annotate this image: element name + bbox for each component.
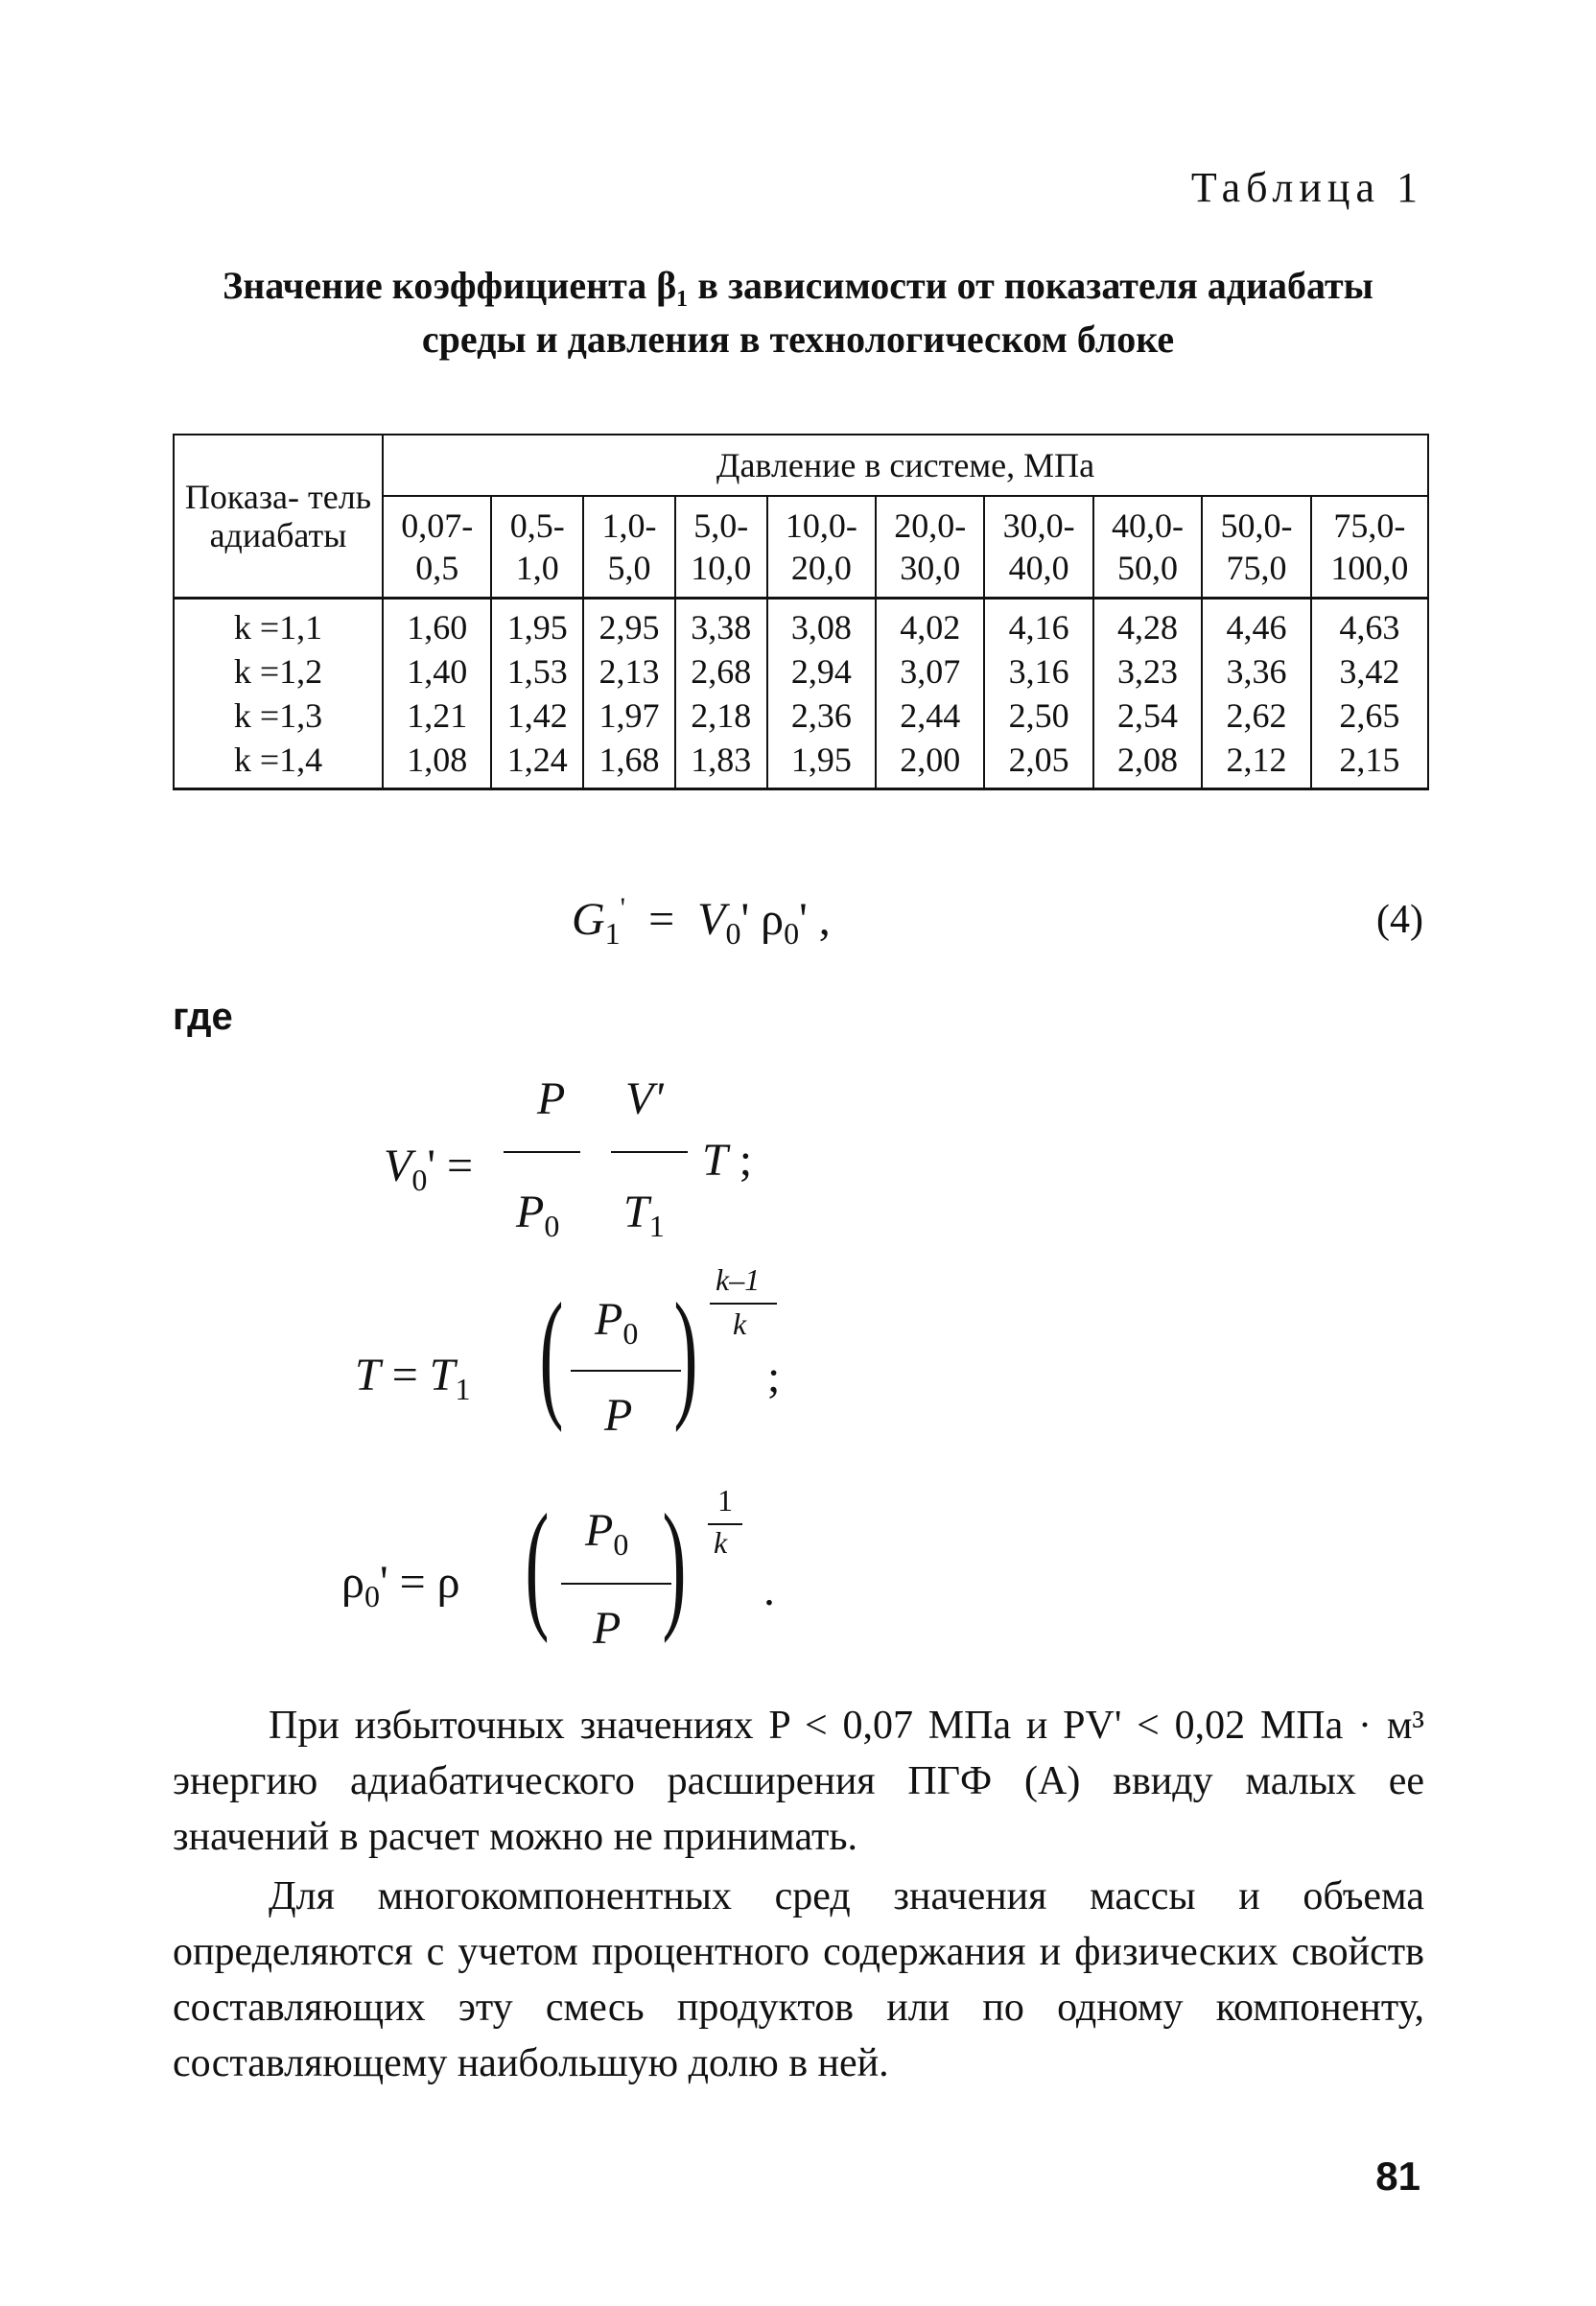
coefficient-cell: 4,46 <box>1202 599 1310 650</box>
coefficient-cell: 2,18 <box>675 694 767 738</box>
range-start: 10,0- <box>785 506 857 545</box>
coefficient-cell: 2,68 <box>675 649 767 694</box>
pressure-header: Давление в системе, МПа <box>383 435 1428 496</box>
coefficient-cell: 4,16 <box>984 599 1092 650</box>
pressure-range-cell <box>876 496 984 599</box>
range-start: 1,0- <box>601 506 657 545</box>
range-end: 40,0 <box>1008 549 1069 587</box>
range-end: 30,0 <box>900 549 961 587</box>
coefficient-cell: 1,21 <box>383 694 491 738</box>
range-start: 40,0- <box>1112 506 1185 545</box>
range-end: 75,0 <box>1226 549 1287 587</box>
pressure-range-cell <box>583 496 675 599</box>
coefficient-cell: 2,65 <box>1311 694 1428 738</box>
adiabatic-index-cell: k =1,2 <box>174 649 383 694</box>
coefficient-cell: 1,60 <box>383 599 491 650</box>
where-label: где <box>173 996 233 1038</box>
range-end: 100,0 <box>1330 549 1409 587</box>
document-page: Таблица 1 Значение коэффициента β₁ в зависимости от показателя адиабаты среды и давления в технологическом блоке Показа- тель адиабаты Давление в системе, МПа 0,07- 0,5 0,5- 1,0 1,0- 5,0 5,0- 10,0 10,0- 20,0 20,0- 30,0 30,0- 40,0 40,0- 50,0 50,0- 75,0 75,0- 100,0 k =1,1 1,60 1,95 2,95 3,38 3,08 4,02 4,16 4,28 4,46 4,63 k =1,2 1,40 1,53 2,13 2,68 2,94 3,07 3,16 3,23 3,36 3,42 k =1,3 1,21 1,42 1,97 2,18 2,36 2,44 2,50 2,54 2,62 2,65 k =1,4 1,08 1,24 1,68 1,83 1,95 2,00 2,05 2,08 2,12 2,15 $G_1' = V_0'$ $\rho_0'$ , (4) где $V_0'$ = P $P_0$ V' $T_1$ T ; $T = T_1$ ( $P_0$ P ) k–1 k ; $\rho_0' = \rho$ ( $P_0$ P ) 1 k . При избыточных значениях P < 0,07 МПа и PV' < 0,02 МПа · м³ энергию адиабатического расширения ПГФ (A) ввиду малых ее значений в расчет можно не принимать. Для многокомпонентных сред значения массы и объема определяются с учетом процентного содержания и физических свойств составляющих эту смесь продуктов или по одному компоненту, составляющему наибольшую долю в ней. 81 <box>0 0 1596 2306</box>
range-start: 20,0- <box>894 506 967 545</box>
coefficient-cell: 1,83 <box>675 738 767 789</box>
range-end: 5,0 <box>607 549 651 587</box>
coefficient-table <box>173 434 1429 790</box>
table-body <box>174 599 1428 789</box>
coefficient-cell: 1,95 <box>767 738 876 789</box>
coefficient-cell: 3,08 <box>767 599 876 650</box>
coefficient-cell: 2,95 <box>583 599 675 650</box>
range-start: 0,5- <box>509 506 565 545</box>
coefficient-cell: 1,97 <box>583 694 675 738</box>
coefficient-cell: 3,16 <box>984 649 1092 694</box>
coefficient-cell: 1,68 <box>583 738 675 789</box>
coefficient-cell: 3,23 <box>1093 649 1202 694</box>
table-row <box>174 649 1428 694</box>
coefficient-cell: 1,40 <box>383 649 491 694</box>
coefficient-cell: 2,50 <box>984 694 1092 738</box>
table-row <box>174 738 1428 789</box>
pressure-range-cell <box>675 496 767 599</box>
range-end: 10,0 <box>691 549 752 587</box>
pressure-range-cell <box>491 496 583 599</box>
coefficient-cell: 3,38 <box>675 599 767 650</box>
equation-number: (4) <box>1376 898 1423 942</box>
coefficient-cell: 3,07 <box>876 649 984 694</box>
coefficient-cell: 1,95 <box>491 599 583 650</box>
coefficient-cell: 4,02 <box>876 599 984 650</box>
formula-4: $G_1' = V_0'$ $\rho_0'$ , <box>572 892 831 951</box>
range-start: 5,0- <box>693 506 749 545</box>
coefficient-cell: 2,62 <box>1202 694 1310 738</box>
range-end: 50,0 <box>1117 549 1179 587</box>
page-number: 81 <box>1375 2153 1420 2199</box>
coefficient-cell: 1,42 <box>491 694 583 738</box>
coefficient-cell: 2,94 <box>767 649 876 694</box>
pressure-range-cell <box>1202 496 1310 599</box>
coefficient-cell: 2,15 <box>1311 738 1428 789</box>
adiabatic-index-cell: k =1,3 <box>174 694 383 738</box>
coefficient-cell: 2,36 <box>767 694 876 738</box>
coefficient-cell: 2,05 <box>984 738 1092 789</box>
pressure-range-cell <box>1311 496 1428 599</box>
paragraph: Для многокомпонентных сред значения массы и объема определяются с учетом процентного содержания и физических свойств составляющих эту смесь продуктов или по одному компоненту, составляющему наибольшую долю в ней. <box>173 1874 1424 2085</box>
coefficient-cell: 4,63 <box>1311 599 1428 650</box>
coefficient-cell: 2,44 <box>876 694 984 738</box>
table-title: Значение коэффициента β₁ в зависимости от показателя адиабаты среды и давления в технологическом блоке <box>223 264 1373 361</box>
range-end: 20,0 <box>790 549 852 587</box>
indicator-header: Показа- тель адиабаты <box>174 435 383 599</box>
body-text <box>173 1698 1424 2091</box>
coefficient-cell: 3,42 <box>1311 649 1428 694</box>
adiabatic-index-cell: k =1,1 <box>174 599 383 650</box>
pressure-range-cell <box>1093 496 1202 599</box>
coefficient-cell: 2,08 <box>1093 738 1202 789</box>
table-row <box>174 694 1428 738</box>
coefficient-cell: 4,28 <box>1093 599 1202 650</box>
coefficient-cell: 1,53 <box>491 649 583 694</box>
coefficient-cell: 2,00 <box>876 738 984 789</box>
coefficient-cell: 1,08 <box>383 738 491 789</box>
pressure-range-cell <box>984 496 1092 599</box>
range-start: 50,0- <box>1220 506 1293 545</box>
table-row <box>174 599 1428 650</box>
pressure-range-cell <box>767 496 876 599</box>
table-label: Таблица 1 <box>1190 164 1423 211</box>
range-end: 1,0 <box>515 549 559 587</box>
coefficient-cell: 1,24 <box>491 738 583 789</box>
coefficient-cell: 3,36 <box>1202 649 1310 694</box>
adiabatic-index-cell: k =1,4 <box>174 738 383 789</box>
coefficient-cell: 2,12 <box>1202 738 1310 789</box>
pressure-range-cell <box>383 496 491 599</box>
range-end: 0,5 <box>415 549 459 587</box>
range-start: 0,07- <box>401 506 474 545</box>
range-start: 75,0- <box>1333 506 1406 545</box>
coefficient-cell: 2,54 <box>1093 694 1202 738</box>
range-start: 30,0- <box>1002 506 1075 545</box>
paragraph: При избыточных значениях P < 0,07 МПа и PV' < 0,02 МПа · м³ энергию адиабатического расширения ПГФ (A) ввиду малых ее значений в расчет можно не принимать. <box>173 1704 1424 1859</box>
coefficient-cell: 2,13 <box>583 649 675 694</box>
